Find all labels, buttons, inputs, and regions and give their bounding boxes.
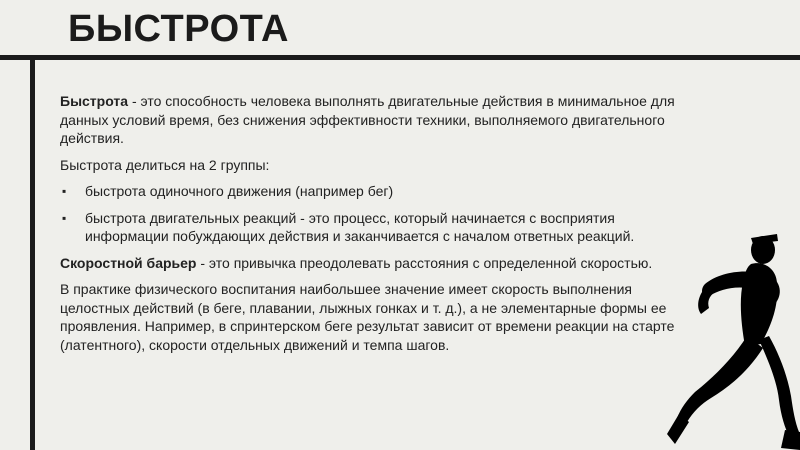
groups-intro: Быстрота делиться на 2 группы: xyxy=(60,156,270,173)
practice-paragraph: В практике физического воспитания наибольшее значение имеет скорость выполнения целостных действий (в беге, плавании, лыжных гонках и т. д.), а не элементарные формы ее проявления. Например, в спринтерском беге результат зависит от времени реакции на старте (латентного), скорости отдельных движений и темпа шагов. xyxy=(60,281,675,353)
barrier-term: Скоростной барьер xyxy=(60,254,197,271)
barrier-paragraph xyxy=(60,254,680,273)
slide-content xyxy=(60,92,680,362)
runner-silhouette-icon xyxy=(665,222,800,450)
title-band xyxy=(0,0,800,60)
barrier-text: - это привычка преодолевать расстояния с определенной скоростью. xyxy=(196,254,653,271)
list-item xyxy=(60,209,680,246)
definition-term: Быстрота xyxy=(60,93,129,109)
slide-title: БЫСТРОТА xyxy=(68,8,289,50)
bullet-marker: ▪ xyxy=(62,210,67,225)
list-item-text: быстрота двигательных реакций - это процесс, который начинается с восприятия информации побуждающих действия и заканчивается с началом ответных реакций. xyxy=(85,209,635,244)
definition-paragraph xyxy=(60,92,680,148)
list-item xyxy=(60,182,680,201)
groups-list xyxy=(60,182,680,246)
vertical-rule xyxy=(30,55,35,450)
bullet-marker: ▪ xyxy=(62,184,67,198)
horizontal-rule xyxy=(0,55,800,60)
definition-text: - это способность человека выполнять двигательные действия в минимальное для данных условий время, без снижения эффективности техники, выполняемого двигательного действия. xyxy=(60,93,675,146)
list-item-text: быстрота одиночного движения (например бег) xyxy=(85,183,394,199)
